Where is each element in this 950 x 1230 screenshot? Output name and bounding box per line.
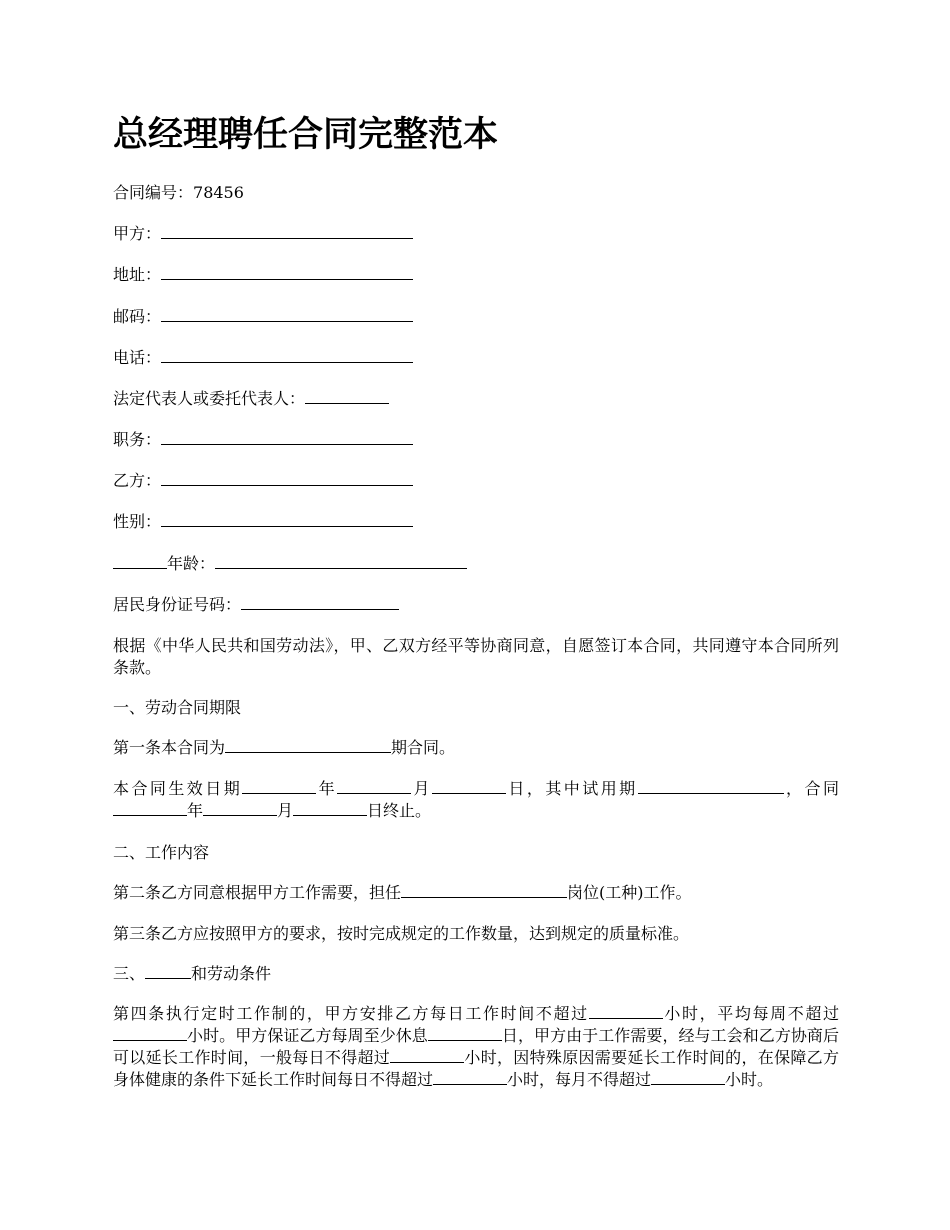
gender-blank <box>161 512 413 527</box>
party-a-line <box>113 223 413 245</box>
daily-hours-blank <box>589 1004 663 1019</box>
intro-paragraph: 根据《中华人民共和国劳动法》，甲、乙双方经平等协商同意，自愿签订本合同，共同遵守本合同所列条款。 <box>113 636 839 677</box>
month-label: 月 <box>411 779 432 798</box>
document-title: 总经理聘任合同完整范本 <box>113 115 499 155</box>
article-1-text-a: 第一条本合同为 <box>113 738 226 757</box>
gender-line <box>113 511 413 533</box>
start-day-blank <box>432 779 506 794</box>
phone-blank <box>161 348 413 363</box>
age-line <box>113 553 467 575</box>
phone-label: 电话： <box>113 348 162 367</box>
party-b-label: 乙方： <box>113 471 162 490</box>
year-label: 年 <box>316 779 338 798</box>
article-4-text-2: 小时，平均每周不超过 <box>662 1004 839 1023</box>
contract-number-label: 合同编号： <box>113 183 194 202</box>
monthly-overtime-blank <box>651 1070 725 1085</box>
article-2-text-b: 岗位(工种)工作。 <box>567 883 692 902</box>
id-number-blank <box>241 595 399 610</box>
position-blank <box>161 430 413 445</box>
overtime-daily-blank <box>390 1048 464 1063</box>
article-2 <box>113 882 692 904</box>
representative-blank <box>305 389 389 404</box>
party-b-line <box>113 470 413 492</box>
id-number-line <box>113 594 399 616</box>
gender-label: 性别： <box>113 512 162 531</box>
representative-label: 法定代表人或委托代表人： <box>113 389 306 408</box>
article-4 <box>113 1003 839 1091</box>
contract-number-line <box>113 182 244 204</box>
section-3-text-b: 和劳动条件 <box>191 964 272 983</box>
representative-line <box>113 388 389 410</box>
postcode-blank <box>161 307 413 322</box>
article-2-text-a: 第二条乙方同意根据甲方工作需要，担任 <box>113 883 402 902</box>
age-leading-blank <box>113 554 167 569</box>
article-4-text-4: 日，甲方由于工作需要，经与工会和乙方协商后可以延长工作时间，一般每日不得超过 <box>113 1026 839 1067</box>
address-blank <box>161 265 413 280</box>
article-1-text-b: 期合同。 <box>391 738 456 757</box>
start-year-blank <box>242 779 316 794</box>
section-1-heading: 一、劳动合同期限 <box>113 698 242 717</box>
postcode-label: 邮码： <box>113 307 162 326</box>
trial-period-blank <box>638 779 784 794</box>
party-b-blank <box>161 471 413 486</box>
article-4-text-5: 小时，因特殊原因需要延长工作时间的，在保障乙方身体健康的条件下延长工作时间每日不得超过 <box>113 1048 839 1089</box>
id-number-label: 居民身份证号码： <box>113 595 242 614</box>
postcode-line <box>113 306 413 328</box>
address-label: 地址： <box>113 265 162 284</box>
party-a-label: 甲方： <box>113 224 162 243</box>
section-3-blank <box>145 964 191 979</box>
phone-line <box>113 347 413 369</box>
effective-text: 本合同生效日期 <box>113 779 243 798</box>
position-label: 职务： <box>113 430 162 449</box>
article-4-text-3: 小时。甲方保证乙方每周至少休息 <box>187 1026 428 1045</box>
effective-date-paragraph <box>113 778 839 822</box>
rest-days-blank <box>428 1026 502 1041</box>
contract-text: ，合同 <box>783 779 839 798</box>
age-label: 年龄： <box>167 554 216 573</box>
position-line <box>113 429 413 451</box>
article-4-text-6: 小时，每月不得超过 <box>507 1070 652 1089</box>
age-blank <box>215 554 467 569</box>
special-overtime-blank <box>433 1070 507 1085</box>
end-day-blank <box>293 801 367 816</box>
section-3-heading <box>113 963 271 985</box>
trial-period-text: 日，其中试用期 <box>505 779 638 798</box>
section-3-text-a: 三、 <box>113 964 146 983</box>
end-year-label: 年 <box>187 801 204 820</box>
article-3: 第三条乙方应按照甲方的要求，按时完成规定的工作数量，达到规定的质量标准。 <box>113 924 690 943</box>
article-4-text-1: 第四条执行定时工作制的，甲方安排乙方每日工作时间不超过 <box>113 1004 589 1023</box>
section-2-heading: 二、工作内容 <box>113 843 210 862</box>
contract-number-value: 78456 <box>193 183 244 202</box>
end-month-label: 月 <box>277 801 294 820</box>
end-text: 日终止。 <box>367 801 432 820</box>
weekly-hours-blank <box>113 1026 187 1041</box>
end-month-blank <box>203 801 277 816</box>
job-position-blank <box>401 883 567 898</box>
article-4-text-7: 小时。 <box>725 1070 774 1089</box>
article-1 <box>113 737 455 759</box>
start-month-blank <box>337 779 411 794</box>
contract-type-blank <box>225 738 391 753</box>
end-year-blank <box>113 801 187 816</box>
address-line <box>113 264 413 286</box>
party-a-blank <box>161 224 413 239</box>
